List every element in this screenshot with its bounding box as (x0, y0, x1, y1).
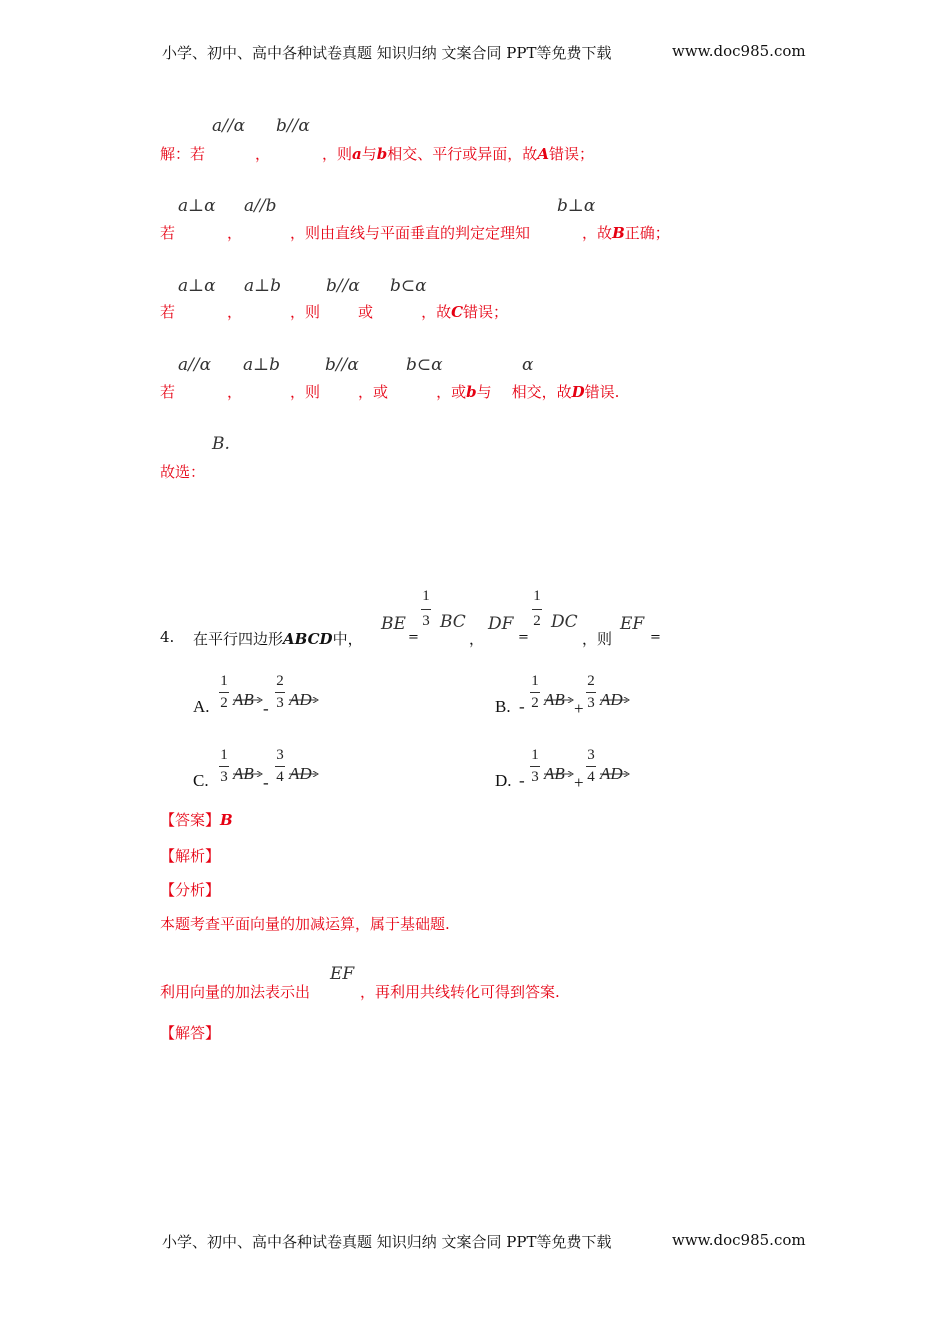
comma-1: ， (469, 630, 485, 648)
fraction-denominator: 4 (587, 769, 595, 785)
fraction-bar (275, 692, 285, 693)
option-operator: + (574, 699, 584, 718)
use-text: 利用向量的加法表示出 (160, 983, 311, 1001)
choose-label: 故选： (160, 463, 206, 481)
frac-be-den: 3 (422, 613, 430, 629)
text: 在平行四边形 (193, 630, 284, 648)
math-ef-2: EF (330, 964, 355, 984)
footer-left-text: 小学、初中、高中各种试卷真题 知识归纳 文案合同 PPT等免费下载 (162, 1233, 612, 1251)
text: ， (227, 383, 243, 401)
frac-df-den: 2 (533, 613, 541, 629)
frac-bar (532, 609, 542, 610)
fraction-numerator: 1 (531, 673, 539, 689)
math-a-parallel-alpha-3: a//α (178, 355, 212, 375)
fraction-denominator: 4 (276, 769, 284, 785)
text: 或 (358, 303, 374, 321)
text: ， (255, 145, 271, 163)
fraction-denominator: 3 (587, 695, 595, 711)
text: D (571, 383, 585, 401)
fraction-numerator: 1 (531, 747, 539, 763)
vector-ad: AD (600, 764, 623, 784)
solution-line4 (160, 381, 619, 402)
fraction-denominator: 3 (276, 695, 284, 711)
text: 若 (160, 303, 176, 321)
header-left-text: 小学、初中、高中各种试卷真题 知识归纳 文案合同 PPT等免费下载 (162, 44, 612, 62)
vector-arrow-icon (600, 762, 623, 768)
text: 【答案】 (160, 811, 221, 829)
text: 若 (160, 224, 176, 242)
math-a-perp-b-2: a⊥b (243, 355, 281, 375)
option-sign: - (519, 771, 525, 790)
fraction-denominator: 3 (531, 769, 539, 785)
frac-be-num: 1 (422, 588, 430, 604)
text: B (612, 224, 625, 242)
option-operator: + (574, 773, 584, 792)
math-b-subset-alpha-2: b⊂α (406, 355, 443, 375)
fraction-denominator: 3 (220, 769, 228, 785)
eq-1: = (408, 630, 419, 645)
fraction-numerator: 2 (587, 673, 595, 689)
eq-3: = (650, 630, 661, 645)
math-a-perp-alpha-2: a⊥α (178, 276, 216, 296)
text: 相交，故 (511, 383, 572, 401)
text: ，则 (290, 303, 321, 321)
text: ，则 (322, 145, 353, 163)
vector-arrow-icon (544, 688, 565, 694)
math-be: BE (381, 614, 406, 634)
math-b-parallel-alpha: b//α (276, 116, 310, 136)
math-bc: BC (440, 612, 466, 632)
text: b (376, 145, 388, 163)
vector-arrow-icon (289, 688, 312, 694)
text: ，或 (358, 383, 389, 401)
fraction-bar (530, 766, 540, 767)
math-a-parallel-b: a//b (244, 196, 277, 216)
text: 中， (332, 630, 363, 648)
fraction-bar (219, 766, 229, 767)
fraction-denominator: 2 (531, 695, 539, 711)
text: ABCD (283, 630, 333, 648)
solution-line1 (160, 143, 594, 164)
math-dc: DC (551, 612, 578, 632)
frac-bar (421, 609, 431, 610)
fraction-numerator: 3 (587, 747, 595, 763)
fenxi-label: 【分析】 (160, 881, 221, 899)
option-sign: - (519, 697, 525, 716)
option-label[interactable]: B. (495, 697, 511, 716)
vector-ad: AD (289, 690, 312, 710)
vector-ab: AB (544, 690, 565, 710)
fraction-numerator: 1 (220, 747, 228, 763)
text: 相交、平行或异面，故 (387, 145, 538, 163)
frac-df-num: 1 (533, 588, 541, 604)
math-b-perp-alpha: b⊥α (557, 196, 596, 216)
fraction-bar (275, 766, 285, 767)
header-site-link[interactable]: www.doc985.com (672, 42, 806, 60)
text: 与 (476, 383, 492, 401)
option-label[interactable]: C. (193, 771, 209, 790)
vector-arrow-icon (289, 762, 312, 768)
text: ，则由直线与平面垂直的判定定理知 (290, 224, 531, 242)
math-a-perp-b: a⊥b (244, 276, 282, 296)
math-alpha: α (522, 355, 534, 375)
vector-ab: AB (544, 764, 565, 784)
fraction-numerator: 3 (276, 747, 284, 763)
answer-line (160, 809, 233, 830)
vector-arrow-icon (233, 762, 254, 768)
fraction-bar (219, 692, 229, 693)
fraction-numerator: 1 (220, 673, 228, 689)
math-b-parallel-alpha-2: b//α (326, 276, 360, 296)
text: ，故 (582, 224, 613, 242)
option-label[interactable]: D. (495, 771, 512, 790)
text: ，故 (421, 303, 452, 321)
math-b-parallel-alpha-3: b//α (325, 355, 359, 375)
fraction-numerator: 2 (276, 673, 284, 689)
solution-line3 (160, 301, 508, 322)
text: ，或 (436, 383, 467, 401)
math-a-perp-alpha: a⊥α (178, 196, 216, 216)
text: 错误. (584, 383, 620, 401)
text: 与 (361, 145, 377, 163)
text: C (451, 303, 464, 321)
question-text (193, 628, 363, 649)
math-choice-b: B. (212, 434, 230, 454)
vector-ab: AB (233, 690, 254, 710)
footer-site-link[interactable]: www.doc985.com (672, 1231, 806, 1249)
option-label[interactable]: A. (193, 697, 210, 716)
text: 正确； (624, 224, 670, 242)
solution-line2 (160, 222, 670, 243)
vector-arrow-icon (600, 688, 623, 694)
text: 若 (160, 383, 176, 401)
text: 错误； (463, 303, 509, 321)
math-b-subset-alpha: b⊂α (390, 276, 427, 296)
question-number: 4. (160, 628, 175, 646)
option-operator: - (263, 699, 269, 718)
vector-ad: AD (289, 764, 312, 784)
text: 错误； (548, 145, 594, 163)
jieda-label: 【解答】 (160, 1024, 221, 1042)
text: ， (227, 303, 243, 321)
then-text: ，则 (582, 630, 613, 648)
fraction-bar (530, 692, 540, 693)
math-df: DF (488, 614, 514, 634)
text: ， (227, 224, 243, 242)
fraction-bar (586, 692, 596, 693)
option-operator: - (263, 773, 269, 792)
math-ef: EF (620, 614, 645, 634)
text: 解：若 (160, 145, 206, 163)
vector-ad: AD (600, 690, 623, 710)
analysis-label: 【解析】 (160, 847, 221, 865)
vector-arrow-icon (544, 762, 565, 768)
vector-arrow-icon (233, 688, 254, 694)
use-rest: ，再利用共线转化可得到答案. (360, 983, 560, 1001)
text: b (466, 383, 477, 401)
text: A (537, 145, 549, 163)
vector-ab: AB (233, 764, 254, 784)
text: a (352, 145, 362, 163)
text: ，则 (290, 383, 321, 401)
eq-2: = (518, 630, 529, 645)
fraction-denominator: 2 (220, 695, 228, 711)
math-a-parallel-alpha: a//α (212, 116, 246, 136)
fenxi-text: 本题考查平面向量的加减运算，属于基础题. (160, 915, 450, 933)
fraction-bar (586, 766, 596, 767)
text: B (220, 811, 233, 829)
